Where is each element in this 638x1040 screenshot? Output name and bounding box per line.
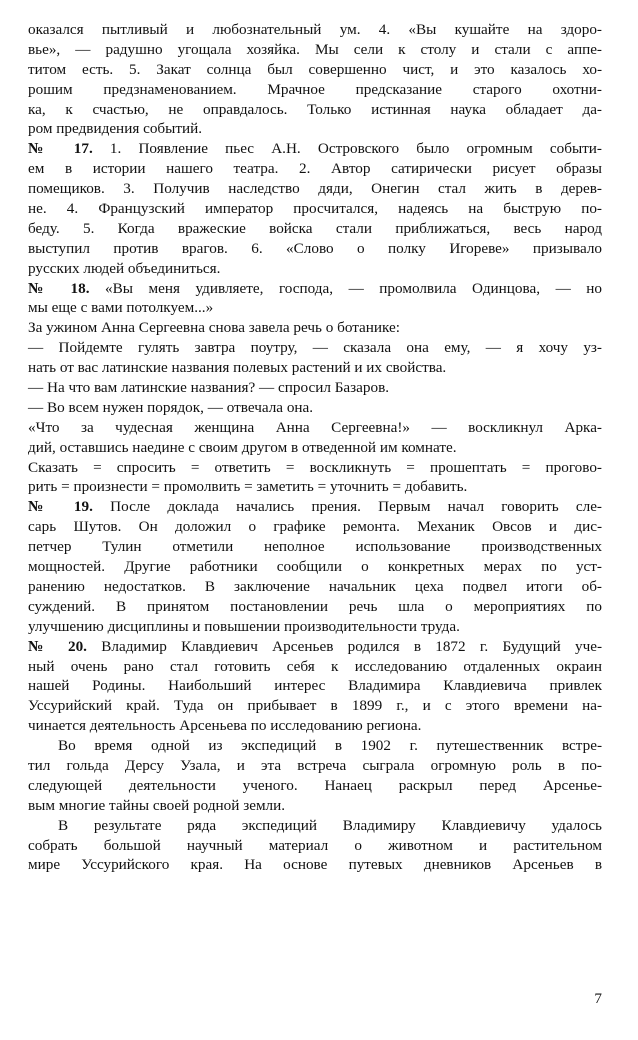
text-line bbox=[28, 259, 602, 279]
line-text: В результате ряда экспедиций Владимиру Клавдиевичу удалось bbox=[58, 816, 602, 834]
text-line bbox=[28, 577, 602, 597]
line-text: вым многие тайны своей родной земли. bbox=[28, 796, 286, 814]
text-line bbox=[28, 477, 602, 497]
text-line bbox=[28, 179, 602, 199]
text-line bbox=[28, 298, 602, 318]
text-line bbox=[28, 617, 602, 637]
exercise-number: № 19. bbox=[28, 498, 93, 516]
line-text: вье», — радушно угощала хозяйка. Мы сели к столу и стали с аппе- bbox=[28, 40, 602, 58]
text-line bbox=[28, 279, 602, 299]
text-line bbox=[28, 219, 602, 239]
text-line bbox=[28, 159, 602, 179]
line-text: За ужином Анна Сергеевна снова завела речь о ботанике: bbox=[28, 319, 401, 337]
text-line bbox=[28, 676, 602, 696]
line-text: улучшению дисциплины и повышении производительности труда. bbox=[28, 617, 460, 635]
exercise-number: № 17. bbox=[28, 140, 93, 158]
line-text: — Во всем нужен порядок, — отвечала она. bbox=[28, 398, 314, 416]
text-line bbox=[28, 398, 602, 418]
line-text: не. 4. Французский император просчитался, надеясь на быструю по- bbox=[28, 200, 602, 218]
text-line bbox=[28, 119, 602, 139]
line-text: помещиков. 3. Получив наследство дяди, Онегин стал жить в дерев- bbox=[28, 180, 602, 198]
text-line bbox=[28, 378, 602, 398]
line-text: русских людей объединиться. bbox=[28, 259, 221, 277]
text-line bbox=[28, 776, 602, 796]
line-text: нать от вас латинские названия полевых растений и их свойства. bbox=[28, 359, 447, 377]
text-line bbox=[28, 20, 602, 40]
line-text: тил гольда Дерсу Узала, и эта встреча сыграла огромную роль в по- bbox=[28, 756, 602, 774]
text-line bbox=[28, 537, 602, 557]
line-text: «Вы меня удивляете, господа, — промолвила Одинцова, — но bbox=[89, 279, 602, 297]
text-line bbox=[28, 338, 602, 358]
line-text: сарь Шутов. Он доложил о графике ремонта. Механик Овсов и дис- bbox=[28, 518, 602, 536]
line-text: ка, к счастью, не оправдалось. Только истинная наука обладает да- bbox=[28, 100, 602, 118]
line-text: выступил против врагов. 6. «Слово о полку Игореве» призывало bbox=[28, 239, 602, 257]
text-line bbox=[28, 736, 602, 756]
line-text: нашей Родины. Наибольший интерес Владимира Клавдиевича привлек bbox=[28, 677, 602, 695]
line-text: «Что за чудесная женщина Анна Сергеевна!» — воскликнул Арка- bbox=[28, 418, 602, 436]
exercise-number: № 20. bbox=[28, 637, 87, 655]
line-text: Уссурийский край. Туда он прибывает в 1899 г., и с этого времени на- bbox=[28, 697, 602, 715]
text-line bbox=[28, 855, 602, 875]
line-text: собрать большой научный материал о животном и растительном bbox=[28, 836, 602, 854]
text-line bbox=[28, 239, 602, 259]
text-line bbox=[28, 497, 602, 517]
text-line bbox=[28, 657, 602, 677]
text-line bbox=[28, 716, 602, 736]
line-text: оказался пытливый и любознательный ум. 4. «Вы кушайте на здоро- bbox=[28, 21, 602, 38]
line-text: Сказать = спросить = ответить = воскликнуть = прошептать = прогово- bbox=[28, 458, 602, 476]
text-line bbox=[28, 358, 602, 378]
text-line bbox=[28, 438, 602, 458]
text-line bbox=[28, 418, 602, 438]
text-line bbox=[28, 517, 602, 537]
line-text: следующей деятельности ученого. Нанаец раскрыл перед Арсенье- bbox=[28, 776, 602, 794]
line-text: чинается деятельность Арсеньева по исследованию региона. bbox=[28, 717, 422, 735]
text-line bbox=[28, 80, 602, 100]
page-number: 7 bbox=[594, 990, 602, 1007]
line-text: Владимир Клавдиевич Арсеньев родился в 1872 г. Будущий уче- bbox=[86, 637, 603, 655]
text-line bbox=[28, 318, 602, 338]
text-line bbox=[28, 796, 602, 816]
text-line bbox=[28, 100, 602, 120]
text-line bbox=[28, 40, 602, 60]
text-line bbox=[28, 836, 602, 856]
line-text: ром предвидения событий. bbox=[28, 120, 203, 138]
page-body bbox=[28, 20, 602, 875]
line-text: ем в истории нашего театра. 2. Автор сатирически рисует образы bbox=[28, 160, 602, 178]
exercise-number: № 18. bbox=[28, 279, 90, 297]
line-text: рить = произнести = промолвить = заметить = уточнить = добавить. bbox=[28, 478, 468, 496]
text-line bbox=[28, 139, 602, 159]
line-text: титом есть. 5. Закат солнца был совершенно чист, и это казалось хо- bbox=[28, 60, 602, 78]
text-line bbox=[28, 60, 602, 80]
line-text: беду. 5. Когда вражеские войска стали приближаться, весь народ bbox=[28, 219, 602, 237]
line-text: мощностей. Другие работники сообщили о конкретных мерах по уст- bbox=[28, 558, 602, 576]
line-text: петчер Тулин отметили неполное использование производственных bbox=[28, 538, 602, 556]
line-text: рошим предзнаменованием. Мрачное предсказание старого охотни- bbox=[28, 80, 602, 98]
text-line bbox=[28, 557, 602, 577]
line-text: мы еще с вами потолкуем...» bbox=[28, 299, 214, 317]
line-text: ранению недостатков. В заключение начальник цеха подвел итоги об- bbox=[28, 577, 602, 595]
line-text: ный очень рано стал готовить себя к исследованию отдаленных окраин bbox=[28, 657, 602, 675]
line-text: суждений. В принятом постановлении речь шла о мероприятиях по bbox=[28, 597, 602, 615]
text-line bbox=[28, 816, 602, 836]
line-text: 1. Появление пьес А.Н. Островского было огромным событи- bbox=[92, 140, 602, 158]
line-text: мире Уссурийского края. На основе путевых дневников Арсеньев в bbox=[28, 856, 602, 874]
text-line bbox=[28, 597, 602, 617]
line-text: Во время одной из экспедиций в 1902 г. путешественник встре- bbox=[58, 737, 602, 755]
line-text: дий, оставшись наедине с своим другом в отведенной им комнате. bbox=[28, 438, 457, 456]
text-line bbox=[28, 696, 602, 716]
line-text: — Пойдемте гулять завтра поутру, — сказала она ему, — я хочу уз- bbox=[28, 339, 602, 357]
line-text: После доклада начались прения. Первым начал говорить сле- bbox=[92, 498, 602, 516]
text-line bbox=[28, 458, 602, 478]
line-text: — На что вам латинские названия? — спросил Базаров. bbox=[28, 379, 390, 397]
text-line bbox=[28, 199, 602, 219]
text-line bbox=[28, 756, 602, 776]
text-line bbox=[28, 637, 602, 657]
